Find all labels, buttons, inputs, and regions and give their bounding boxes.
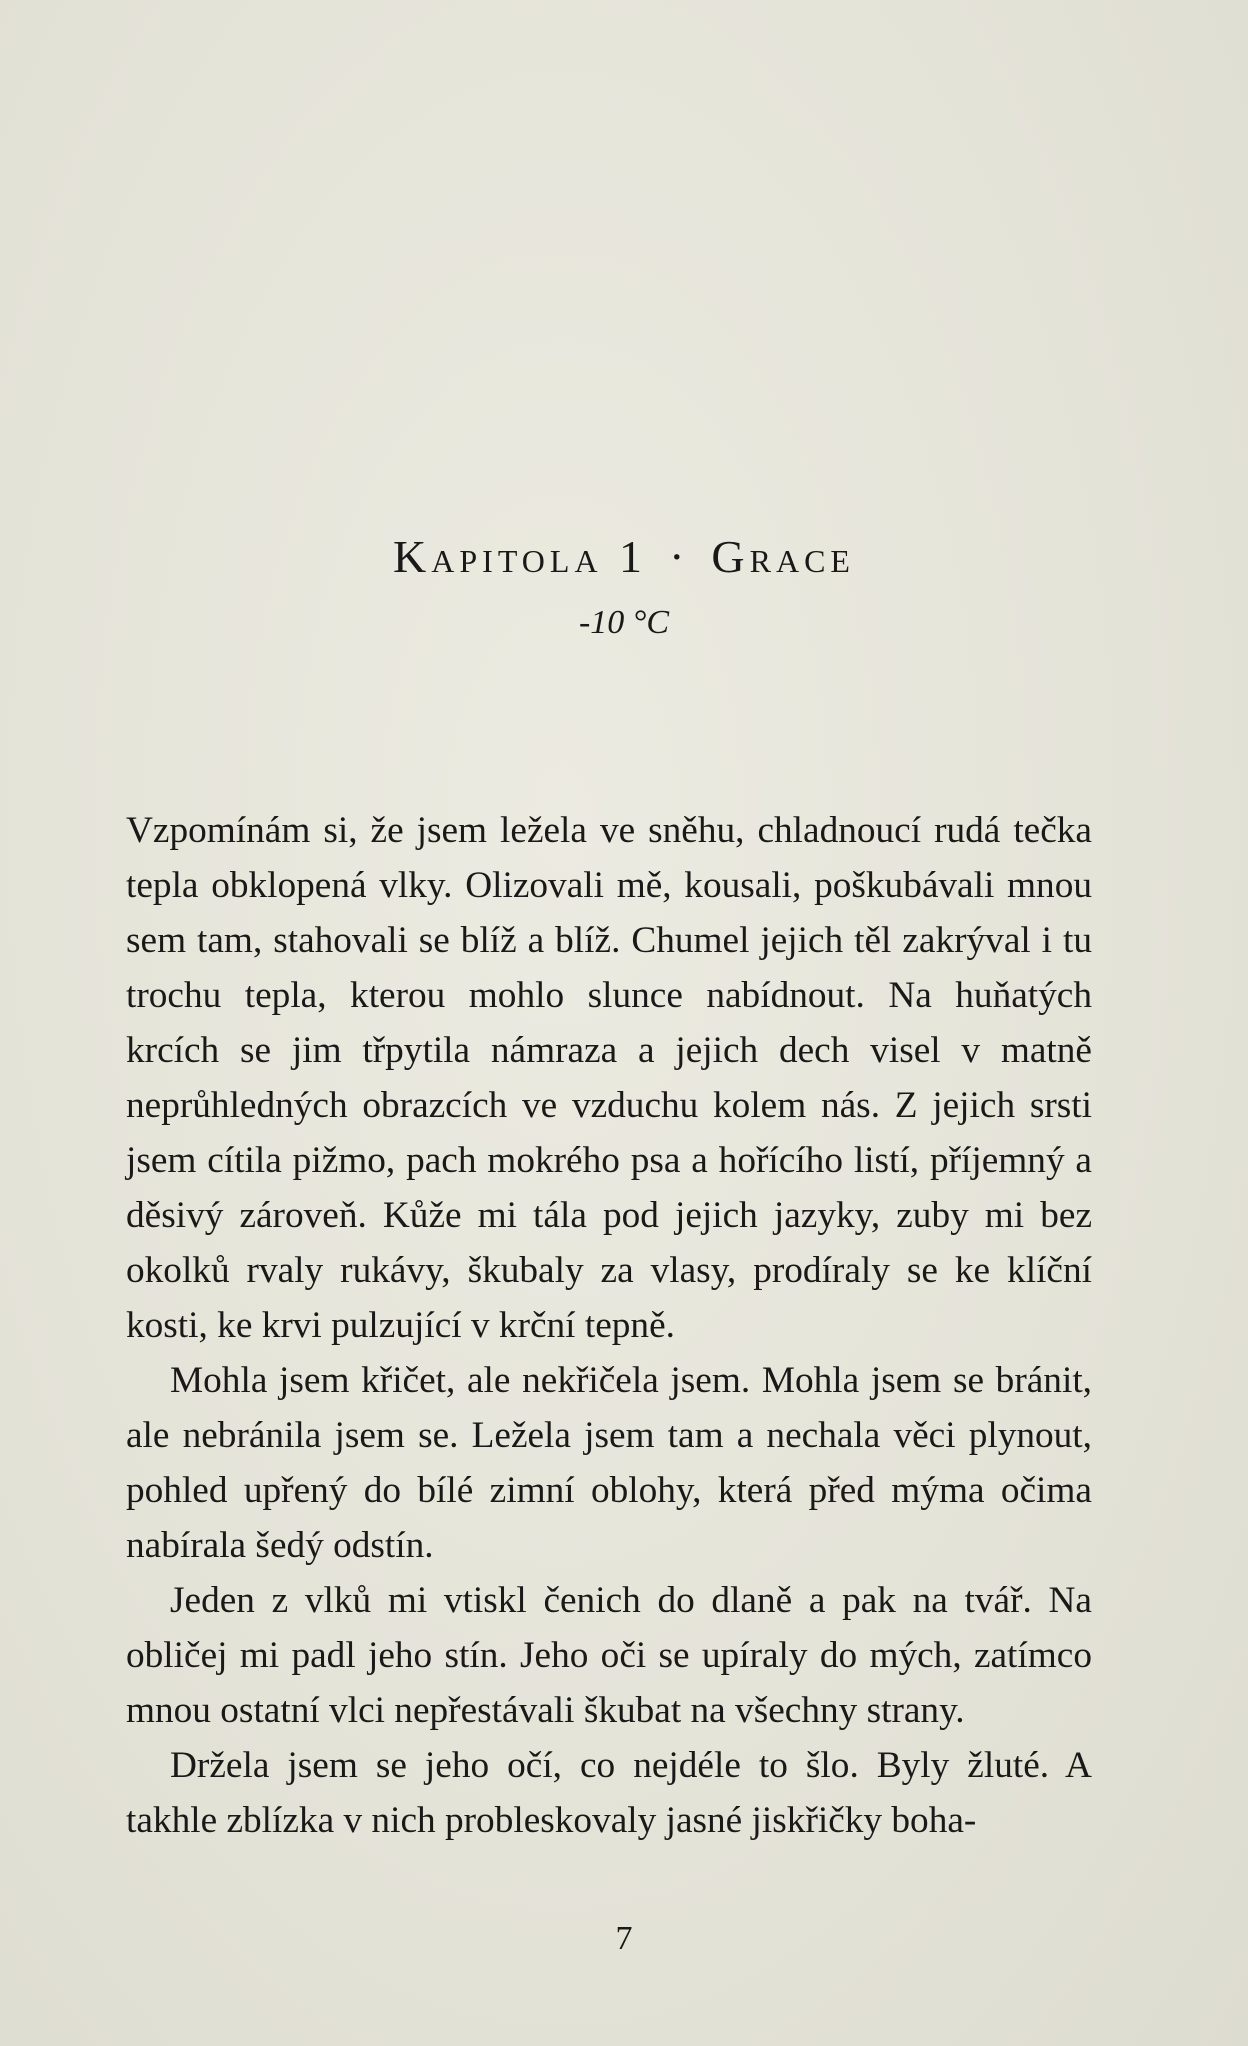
chapter-heading — [0, 530, 1248, 583]
chapter-temperature: -10 °C — [578, 604, 670, 641]
chapter-body — [126, 803, 1092, 1848]
paragraph: Držela jsem se jeho očí, co nejdéle to šlo. Byly žluté. A takhle zblízka v nich probleskovaly jasné jiskřičky boha- — [126, 1745, 1092, 1841]
chapter-label: Kapitola 1 — [393, 531, 648, 582]
paragraph: Vzpomínám si, že jsem ležela ve sněhu, chladnoucí rudá tečka tepla obklopená vlky. Olizovali mě, kousali, poškubávali mnou sem tam, stahovali se blíž a blíž. Chumel jejich těl zakrýval i tu trochu tepla, kterou mohlo slunce nabídnout. Na huňatých krcích se jim třpytila námraza a jejich dech visel v matně neprůhledných obrazcích ve vzduchu kolem nás. Z jejich srsti jsem cítila pižmo, pach mokrého psa a hořícího listí, příjemný a děsivý zároveň. Kůže mi tála pod jejich jazyky, zuby mi bez okolků rvaly rukávy, škubaly za vlasy, prodíraly se ke klíční kosti, ke krvi pulzující v krční tepně. — [126, 810, 1092, 1346]
paragraph: Jeden z vlků mi vtiskl čenich do dlaně a pak na tvář. Na obličej mi padl jeho stín. Jeho oči se upíraly do mých, zatímco mnou ostatní vlci nepřestávali škubat na všechny strany. — [126, 1580, 1092, 1731]
chapter-separator: · — [669, 531, 690, 582]
chapter-name: Grace — [711, 531, 855, 582]
page-number: 7 — [615, 1920, 633, 1957]
paragraph: Mohla jsem křičet, ale nekřičela jsem. Mohla jsem se bránit, ale nebránila jsem se. Ležela jsem tam a nechala věci plynout, pohled upřený do bílé zimní oblohy, která před mýma očima nabírala šedý odstín. — [126, 1360, 1092, 1566]
